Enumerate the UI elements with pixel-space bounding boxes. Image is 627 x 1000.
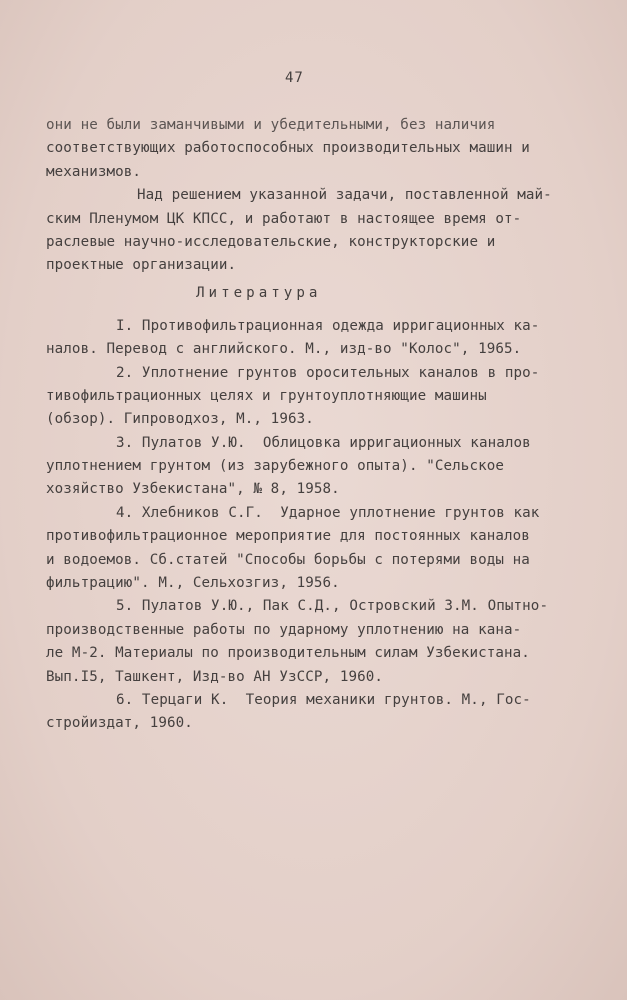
text-line: Вып.I5, Ташкент, Изд-во АН УзССР, 1960. <box>46 668 384 685</box>
page-number: 47 <box>285 70 304 86</box>
reference-item <box>46 362 606 432</box>
reference-item <box>46 595 606 689</box>
text-line: они не были заманчивыми и убедительными, без наличия <box>46 117 496 133</box>
text-line: ским Пленумом ЦК КПСС, и работают в настоящее время от- <box>46 210 522 227</box>
text-line: фильтрацию". М., Сельхозгиз, 1956. <box>46 575 340 592</box>
text-line: и водоемов. Сб.статей "Способы борьбы с потерями воды на <box>46 551 530 568</box>
reference-item <box>46 689 606 736</box>
text-line: ле М-2. Материалы по производительным силам Узбекистана. <box>46 645 530 662</box>
literature-heading: Литература <box>196 284 322 301</box>
text-line: хозяйство Узбекистана", № 8, 1958. <box>46 481 340 498</box>
text-line: 5. Пулатов У.Ю., Пак С.Д., Островский З.М. Опытно- <box>116 598 549 615</box>
reference-item <box>46 432 606 502</box>
text-body <box>46 114 606 736</box>
text-line: I. Противофильтрационная одежда ирригационных ка- <box>116 317 540 334</box>
text-line: производственные работы по ударному уплотнению на кана- <box>46 621 522 638</box>
text-line: 2. Уплотнение грунтов оросительных каналов в про- <box>116 364 540 381</box>
text-line: тивофильтрационных целях и грунтоуплотняющие машины <box>46 387 487 404</box>
text-line: противофильтрационное мероприятие для постоянных каналов <box>46 528 530 545</box>
text-line: проектные организации. <box>46 257 237 274</box>
intro-paragraph <box>46 114 606 184</box>
text-line: 6. Терцаги К. Теория механики грунтов. М., Гос- <box>116 691 531 708</box>
text-line: соответствующих работоспособных производительных машин и <box>46 140 530 157</box>
reference-list <box>46 315 606 736</box>
text-line: 4. Хлебников С.Г. Ударное уплотнение грунтов как <box>116 504 540 521</box>
text-line: раслевые научно-исследовательские, конструкторские и <box>46 233 496 250</box>
reference-item <box>46 502 606 596</box>
text-line: Над решением указанной задачи, поставленной май- <box>137 187 552 204</box>
text-line: (обзор). Гипроводхоз, М., 1963. <box>46 411 314 428</box>
text-line: налов. Перевод с английского. М., изд-во "Колос", 1965. <box>46 341 522 358</box>
reference-item <box>46 315 606 362</box>
text-line: стройиздат, 1960. <box>46 715 193 732</box>
text-line: 3. Пулатов У.Ю. Облицовка ирригационных каналов <box>116 434 531 451</box>
text-line: уплотнением грунтом (из зарубежного опыта). "Сельское <box>46 458 505 475</box>
paragraph-2 <box>46 184 606 278</box>
text-line: механизмов. <box>46 163 142 180</box>
